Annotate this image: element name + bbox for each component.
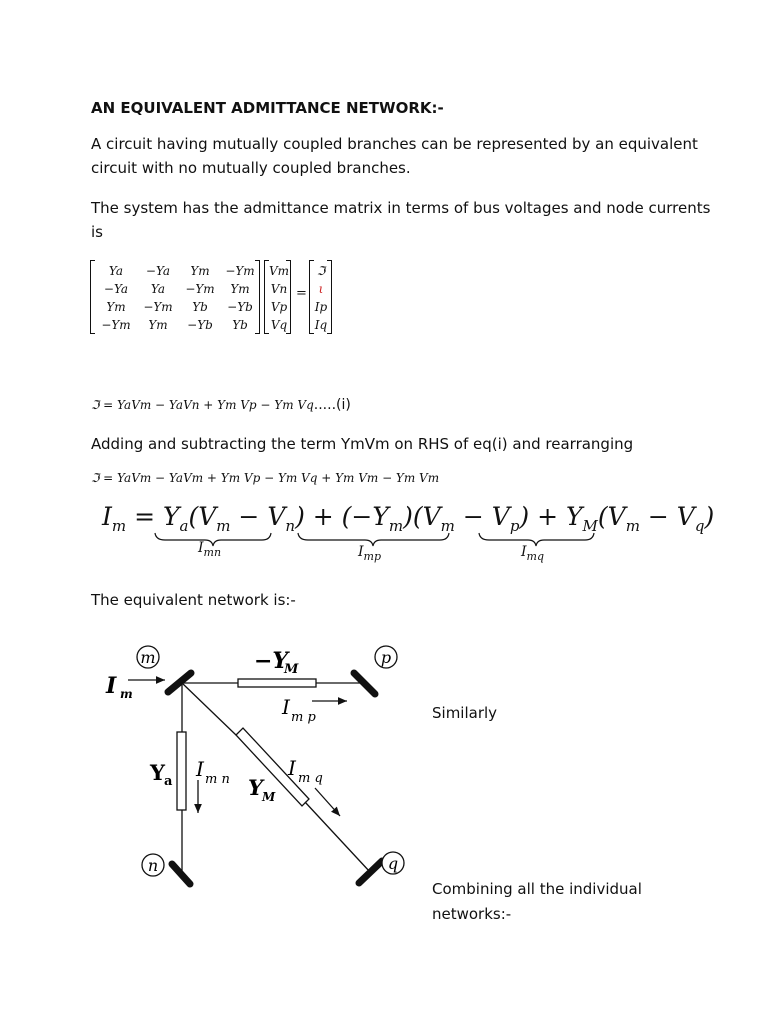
node-label-n: n: [147, 856, 159, 875]
top-admittance-label: −Y: [254, 648, 289, 674]
matrix-cell: −Ym: [185, 282, 215, 296]
eq-term: ) + Y: [519, 502, 583, 531]
brace-label-sub: mq: [526, 550, 545, 563]
brace-label-sub: mp: [363, 550, 382, 563]
current-vector-entry: ι: [318, 282, 324, 296]
top-admittance-sub: M: [284, 662, 299, 677]
eq-subscript: m: [216, 517, 231, 535]
matrix-cell: Ya: [108, 264, 124, 278]
left-current-label: I: [196, 757, 204, 781]
paragraph-2-line-1: The system has the admittance matrix in terms of bus voltages and node currents: [91, 199, 711, 217]
eq-lhs: I: [102, 502, 112, 531]
similarly-text: Similarly: [432, 704, 498, 722]
bus-bar-n: [172, 864, 190, 884]
diag-admittance-sub: M: [262, 790, 276, 804]
brace-label-main: I: [198, 540, 204, 556]
top-admittance-element: [238, 679, 316, 687]
equation-i-body: ℑ = YaVm − YaVn + Ym Vp − Ym Vq: [91, 398, 314, 412]
paragraph-3: Adding and subtracting the term YmVm on RHS of eq(i) and rearranging: [91, 435, 634, 453]
current-vector-entry: Ip: [314, 300, 328, 314]
diag-current-sub: m q: [298, 771, 323, 786]
paragraph-2-line-2: is: [91, 223, 103, 241]
input-current-label: I: [106, 673, 117, 699]
current-vector-entry: Iq: [314, 318, 328, 332]
eq-term: (V: [597, 502, 626, 531]
eq-term: − V: [639, 502, 695, 531]
current-vector-entry: ℑ: [316, 264, 326, 278]
eq-subscript: q: [694, 517, 705, 535]
brace-label-main: I: [358, 544, 364, 560]
node-label-q: q: [387, 854, 399, 873]
eq-subscript: p: [509, 517, 520, 535]
eq-subscript: M: [582, 517, 598, 535]
eq-subscript: m: [111, 517, 127, 535]
matrix-cell: Ya: [150, 282, 166, 296]
eq-term: ) + (−Y: [295, 502, 389, 531]
paragraph-4: The equivalent network is:-: [91, 591, 296, 609]
wire-diag-top: [182, 683, 236, 735]
node-label-m: m: [140, 648, 156, 667]
matrix-cell: −Yb: [187, 318, 213, 332]
equation-i-label: .....(i): [313, 397, 351, 413]
eq-term: − V: [230, 502, 286, 531]
matrix-cell: Ym: [190, 264, 210, 278]
eq-subscript: m: [625, 517, 640, 535]
eq-term: ): [704, 502, 715, 531]
combining-line-1: Combining all the individual: [432, 880, 642, 898]
eq-subscript: a: [179, 517, 189, 535]
matrix-cell: Yb: [192, 300, 208, 314]
equation-rearranged-body: ℑ = YaVm − YaVm + Ym Vp − Ym Vq + Ym Vm − Ym Vm: [91, 471, 440, 485]
matrix-cell: −Ym: [143, 300, 173, 314]
matrix-cell: Ym: [106, 300, 126, 314]
top-current-label: I: [282, 695, 290, 719]
diag-current-arrow: [315, 788, 340, 816]
brace-label-sub: mn: [203, 546, 222, 559]
left-current-sub: m n: [205, 772, 230, 787]
eq-term: = Y: [134, 502, 180, 531]
left-admittance-label: Y: [150, 760, 165, 785]
matrix-cell: −Ya: [145, 264, 171, 278]
input-current-sub: m: [120, 687, 133, 701]
voltage-vector-entry: Vq: [270, 318, 288, 332]
paragraph-1-line-1: A circuit having mutually coupled branches can be represented by an equivalent: [91, 135, 698, 153]
page-heading: AN EQUIVALENT ADMITTANCE NETWORK:-: [91, 99, 444, 117]
top-current-sub: m p: [291, 710, 316, 725]
voltage-vector-entry: Vm: [268, 264, 290, 278]
eq-term: )(V: [403, 502, 441, 531]
matrix-cell: Ym: [230, 282, 250, 296]
left-admittance-element: [177, 732, 186, 810]
eq-subscript: n: [285, 517, 296, 535]
eq-subscript: m: [440, 517, 455, 535]
matrix-cell: −Ym: [225, 264, 255, 278]
combining-line-2: networks:-: [432, 905, 512, 923]
brace-label-main: I: [521, 544, 527, 560]
diag-admittance-label: Y: [248, 775, 263, 800]
diag-current-label: I: [288, 756, 296, 780]
matrix-cell: −Yb: [227, 300, 253, 314]
paragraph-1-line-2: circuit with no mutually coupled branches.: [91, 159, 411, 177]
eq-term: − V: [454, 502, 510, 531]
matrix-cell: −Ym: [101, 318, 131, 332]
eq-subscript: m: [388, 517, 404, 535]
voltage-vector-entry: Vp: [270, 300, 288, 314]
matrix-cell: Yb: [232, 318, 248, 332]
node-label-p: p: [380, 648, 392, 667]
matrix-equals-sign: =: [296, 286, 307, 301]
matrix-cell: Ym: [148, 318, 168, 332]
voltage-vector-entry: Vn: [270, 282, 288, 296]
matrix-cell: −Ya: [103, 282, 129, 296]
eq-term: (V: [188, 502, 217, 531]
left-admittance-sub: a: [164, 774, 173, 789]
